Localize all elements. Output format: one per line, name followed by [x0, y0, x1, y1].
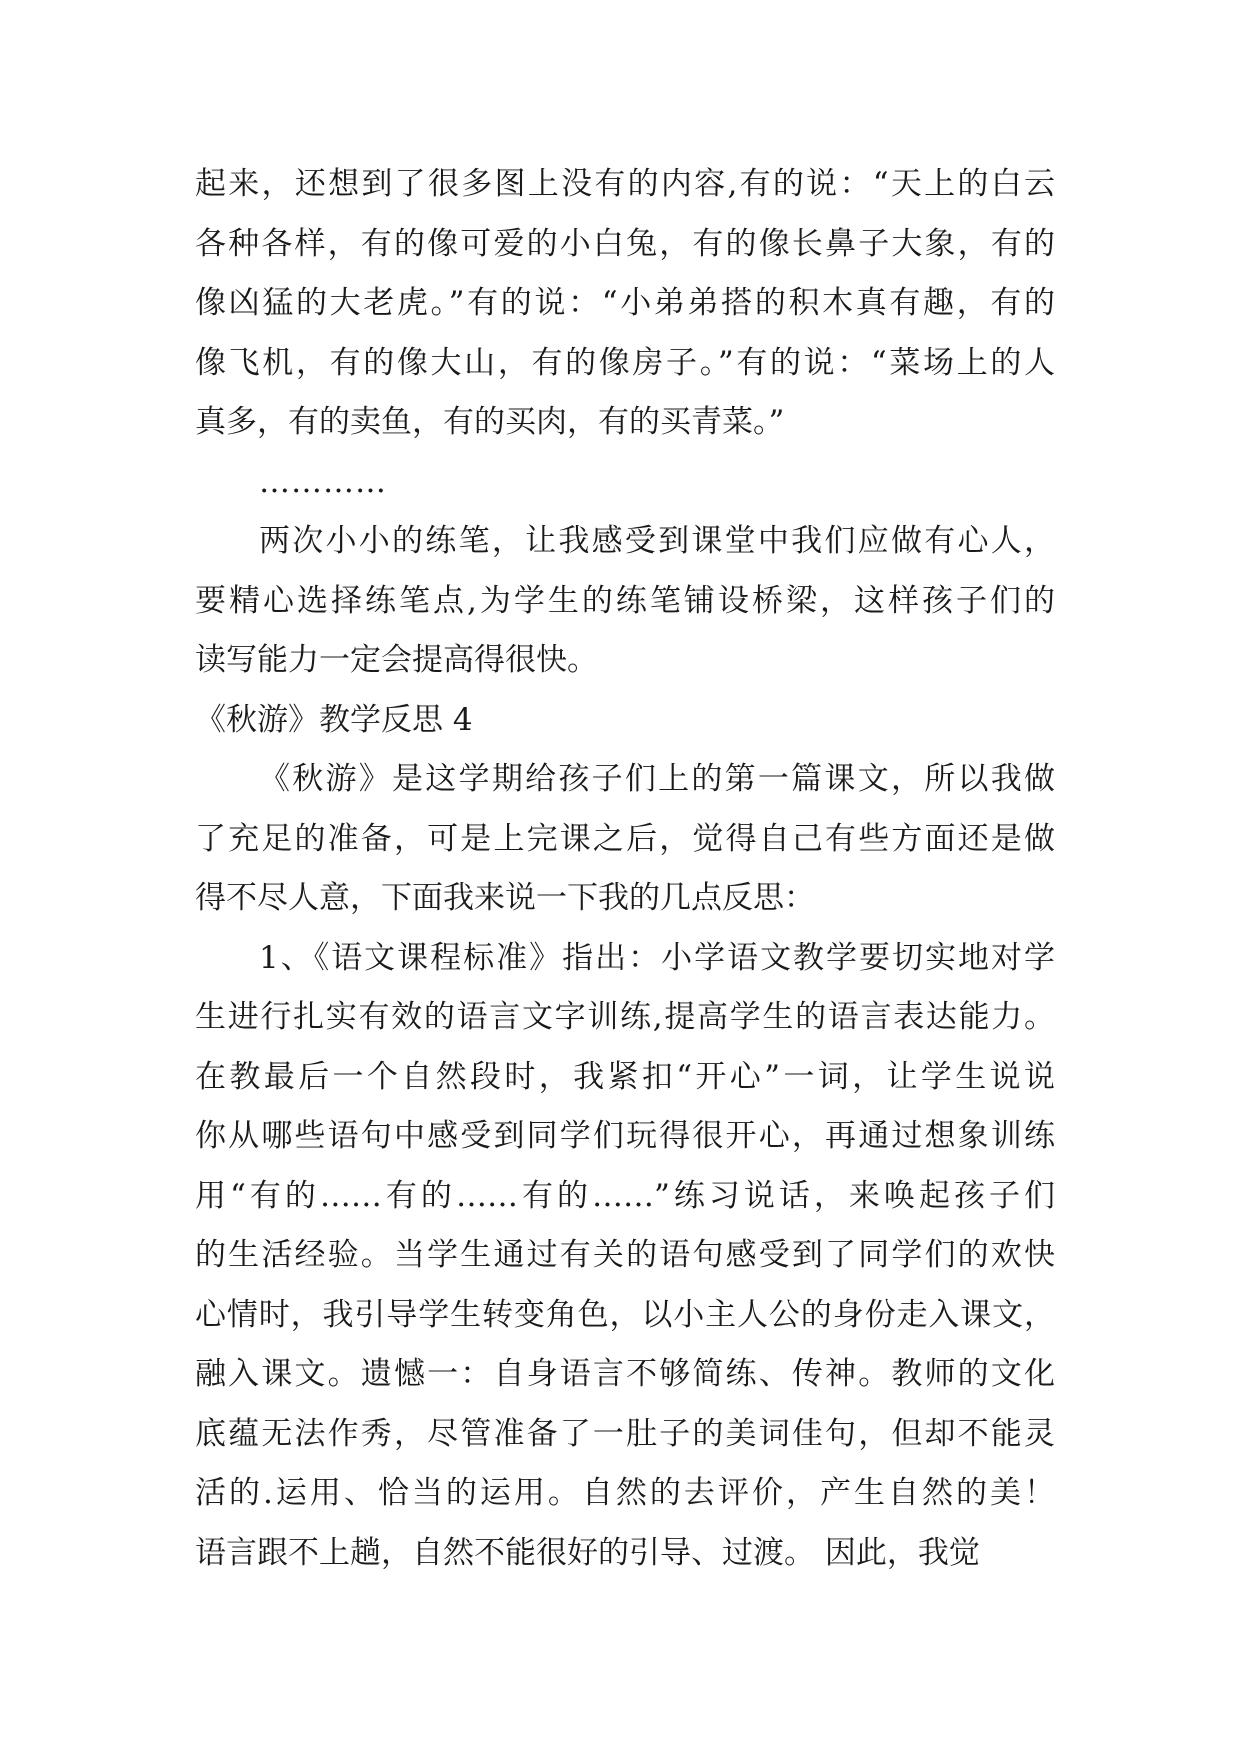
paragraph-continued [195, 155, 1055, 453]
text-line: 像凶猛的大老虎。”有的说：“小弟弟搭的积木真有趣，有的 [195, 285, 1055, 321]
paragraph-summary [195, 512, 1055, 691]
text-line: 了充足的准备，可是上完课之后，觉得自己有些方面还是做 [195, 820, 1055, 857]
text-line: 读写能力一定会提高得很快。 [195, 642, 598, 678]
paragraph-point-1 [195, 929, 1055, 1584]
text-line: 像飞机，有的像大山，有的像房子。”有的说：“菜场上的人 [195, 344, 1055, 381]
ellipsis-separator: ………… [259, 463, 387, 500]
text-line: 融入课文。遗憾一：自身语言不够简练、传神。教师的文化 [195, 1356, 1055, 1392]
text-line: 各种各样，有的像可爱的小白兔，有的像长鼻子大象，有的 [195, 225, 1055, 262]
text-line: 心情时，我引导学生转变角色，以小主人公的身份走入课文， [195, 1296, 1055, 1333]
text-line: 的生活经验。当学生通过有关的语句感受到了同学们的欢快 [195, 1237, 1055, 1273]
text-line: 活的.运用、恰当的运用。自然的去评价，产生自然的美！ [195, 1475, 1055, 1511]
text-line: 两次小小的练笔，让我感受到课堂中我们应做有心人， [259, 523, 1055, 559]
text-line: 起来，还想到了很多图上没有的内容,有的说：“天上的白云 [195, 166, 1055, 202]
text-line: 要精心选择练笔点,为学生的练笔铺设桥梁，这样孩子们的 [195, 582, 1055, 619]
text-line: 生进行扎实有效的语言文字训练,提高学生的语言表达能力。 [195, 999, 1055, 1035]
document-body [195, 155, 1055, 1583]
text-line: 1、《语文课程标准》指出：小学语文教学要切实地对学 [259, 939, 1055, 976]
paragraph-intro [195, 750, 1055, 929]
text-line: 得不尽人意，下面我来说一下我的几点反思： [195, 880, 815, 916]
text-line: 底蕴无法作秀，尽管准备了一肚子的美词佳句，但却不能灵 [195, 1415, 1055, 1452]
text-line: 在教最后一个自然段时，我紧扣“开心”一词，让学生说说 [195, 1058, 1055, 1095]
text-line: 真多，有的卖鱼，有的买肉，有的买青菜。” [195, 404, 785, 440]
text-line: 《秋游》是这学期给孩子们上的第一篇课文，所以我做 [259, 761, 1055, 797]
section-heading: 《秋游》教学反思 4 [195, 701, 473, 738]
text-line: 用“有的……有的……有的……”练习说话，来唤起孩子们 [195, 1177, 1055, 1214]
text-line: 你从哪些语句中感受到同学们玩得很开心，再通过想象训练 [195, 1118, 1055, 1154]
text-line: 语言跟不上趟，自然不能很好的引导、过渡。 因此，我觉 [195, 1534, 980, 1571]
